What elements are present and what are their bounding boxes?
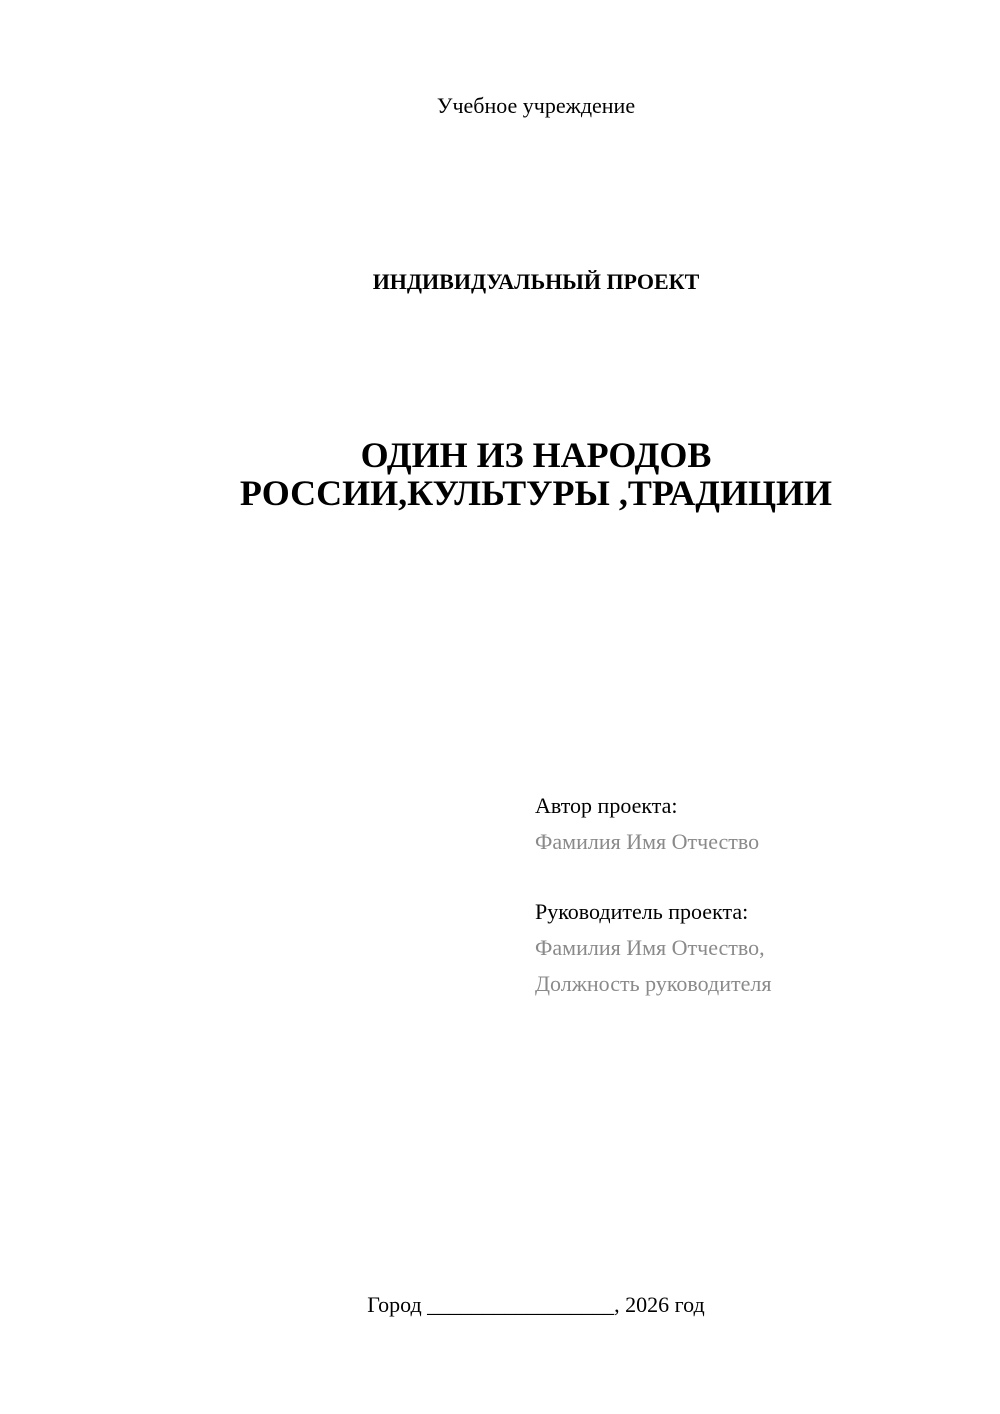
- city-year-line: Город _________________, 2026 год: [367, 1292, 705, 1317]
- institution-name: Учебное учреждение: [436, 93, 636, 118]
- supervisor-name: Фамилия Имя Отчество,: [535, 935, 765, 960]
- author-label: Автор проекта:: [535, 793, 678, 818]
- project-meta-block: [535, 788, 975, 1002]
- project-title-line-2: РОССИИ,КУЛЬТУРЫ ,ТРАДИЦИИ: [239, 473, 833, 513]
- meta-spacer: [535, 860, 975, 894]
- project-title-line-1: ОДИН ИЗ НАРОДОВ: [360, 435, 712, 475]
- project-title: [0, 436, 1000, 512]
- supervisor-position: Должность руководителя: [535, 971, 772, 996]
- project-type-heading: ИНДИВИДУАЛЬНЫЙ ПРОЕКТ: [372, 269, 700, 294]
- supervisor-label: Руководитель проекта:: [535, 899, 749, 924]
- author-name: Фамилия Имя Отчество: [535, 829, 760, 854]
